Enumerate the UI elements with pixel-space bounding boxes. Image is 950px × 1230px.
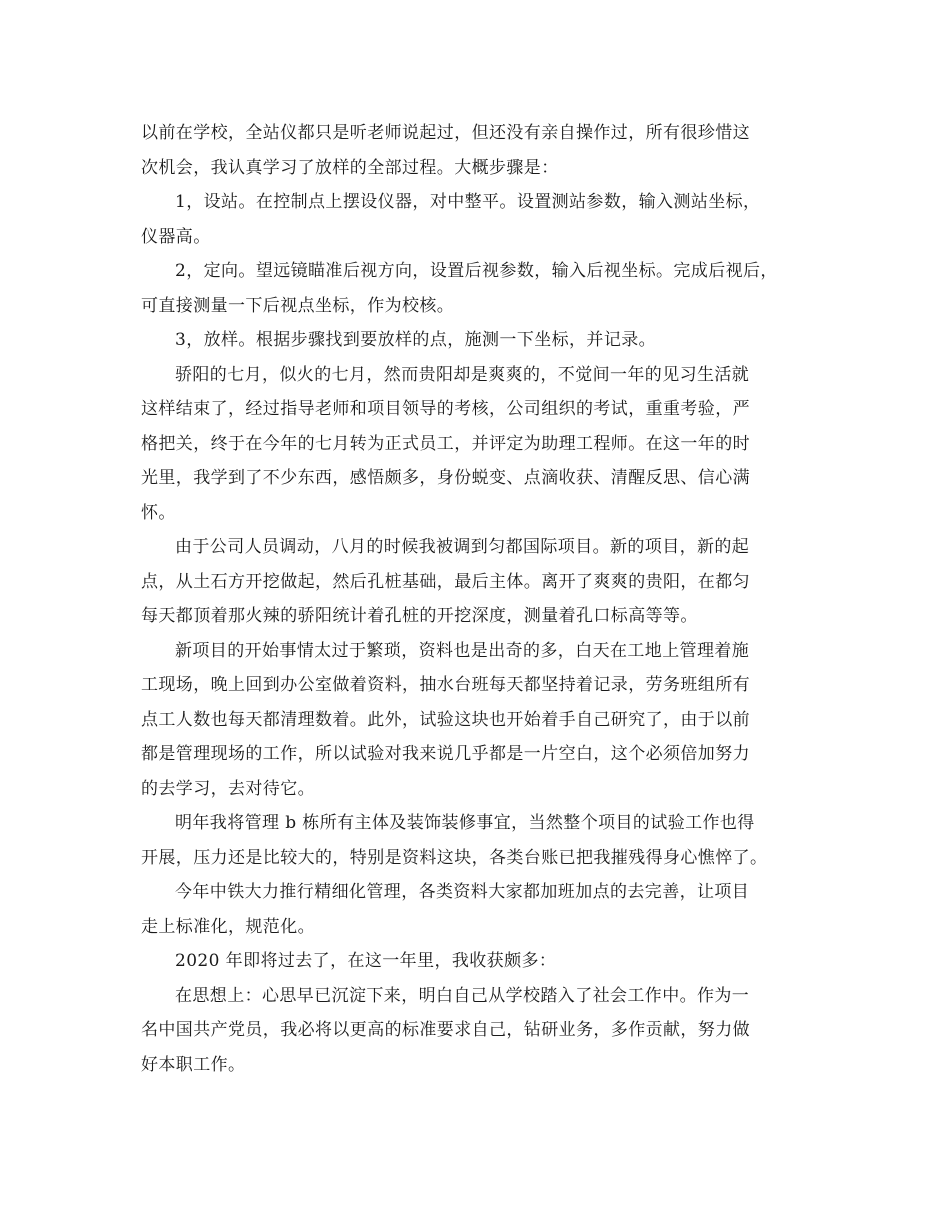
paragraph-first-line: 1，设站。在控制点上摆设仪器，对中整平。设置测站参数，输入测站坐标，	[175, 192, 761, 212]
text-line: 都是管理现场的工作，所以试验对我来说几乎都是一片空白，这个必须倍加努力	[141, 744, 750, 764]
paragraph-first-line: 2，定向。望远镜瞄准后视方向，设置后视参数，输入后视坐标。完成后视后，	[175, 261, 778, 281]
document-body	[141, 116, 813, 1082]
text-line: 仪器高。	[141, 226, 211, 247]
text-line: 点工人数也每天都清理数着。此外，试验这块也开始着手自己研究了，由于以前	[141, 709, 750, 730]
text-line: 怀。	[141, 502, 176, 523]
paragraph-first-line: 新项目的开始事情太过于繁琐，资料也是出奇的多，白天在工地上管理着施	[175, 640, 750, 661]
text-line: 格把关，终于在今年的七月转为正式员工，并评定为助理工程师。在这一年的时	[141, 433, 750, 454]
text-line: 点，从土石方开挖做起，然后孔桩基础，最后主体。离开了爽爽的贵阳，在都匀	[141, 571, 750, 592]
text-line: 好本职工作。	[141, 1054, 246, 1075]
paragraph-first-line: 2020 年即将过去了，在这一年里，我收获颇多：	[175, 951, 557, 971]
text-line: 名中国共产党员，我必将以更高的标准要求自己，钻研业务，多作贡献，努力做	[141, 1020, 750, 1040]
text-line: 光里，我学到了不少东西，感悟颇多，身份蜕变、点滴收获、清醒反思、信心满	[141, 468, 750, 488]
paragraph-first-line: 明年我将管理 b 栋所有主体及装饰装修事宜，当然整个项目的试验工作也得	[175, 813, 755, 833]
text-line: 工现场，晚上回到办公室做着资料，抽水台班每天都坚持着记录，劳务班组所有	[141, 675, 750, 695]
paragraph-first-line: 3，放样。根据步骤找到要放样的点，施测一下坐标，并记录。	[175, 330, 657, 350]
paragraph-first-line: 由于公司人员调动，八月的时候我被调到匀都国际项目。新的项目，新的起	[175, 537, 750, 557]
text-line: 的去学习，去对待它。	[141, 778, 315, 799]
text-line: 以前在学校，全站仪都只是听老师说起过，但还没有亲自操作过，所有很珍惜这	[141, 123, 750, 143]
text-line: 次机会，我认真学习了放样的全部过程。大概步骤是：	[141, 157, 559, 178]
text-line: 每天都顶着那火辣的骄阳统计着孔桩的开挖深度，测量着孔口标高等等。	[141, 606, 698, 626]
paragraph-first-line: 今年中铁大力推行精细化管理，各类资料大家都加班加点的去完善，让项目	[175, 882, 750, 902]
text-line: 可直接测量一下后视点坐标，作为校核。	[141, 295, 455, 316]
text-line: 这样结束了，经过指导老师和项目领导的考核，公司组织的考试，重重考验，严	[141, 399, 750, 419]
text-line: 走上标准化，规范化。	[141, 916, 315, 937]
paragraph-first-line: 骄阳的七月，似火的七月，然而贵阳却是爽爽的，不觉间一年的见习生活就	[175, 364, 750, 385]
text-line: 开展，压力还是比较大的，特别是资料这块，各类台账已把我摧残得身心憔悴了。	[141, 847, 768, 868]
paragraph-first-line: 在思想上：心思早已沉淀下来，明白自己从学校踏入了社会工作中。作为一	[175, 985, 750, 1006]
